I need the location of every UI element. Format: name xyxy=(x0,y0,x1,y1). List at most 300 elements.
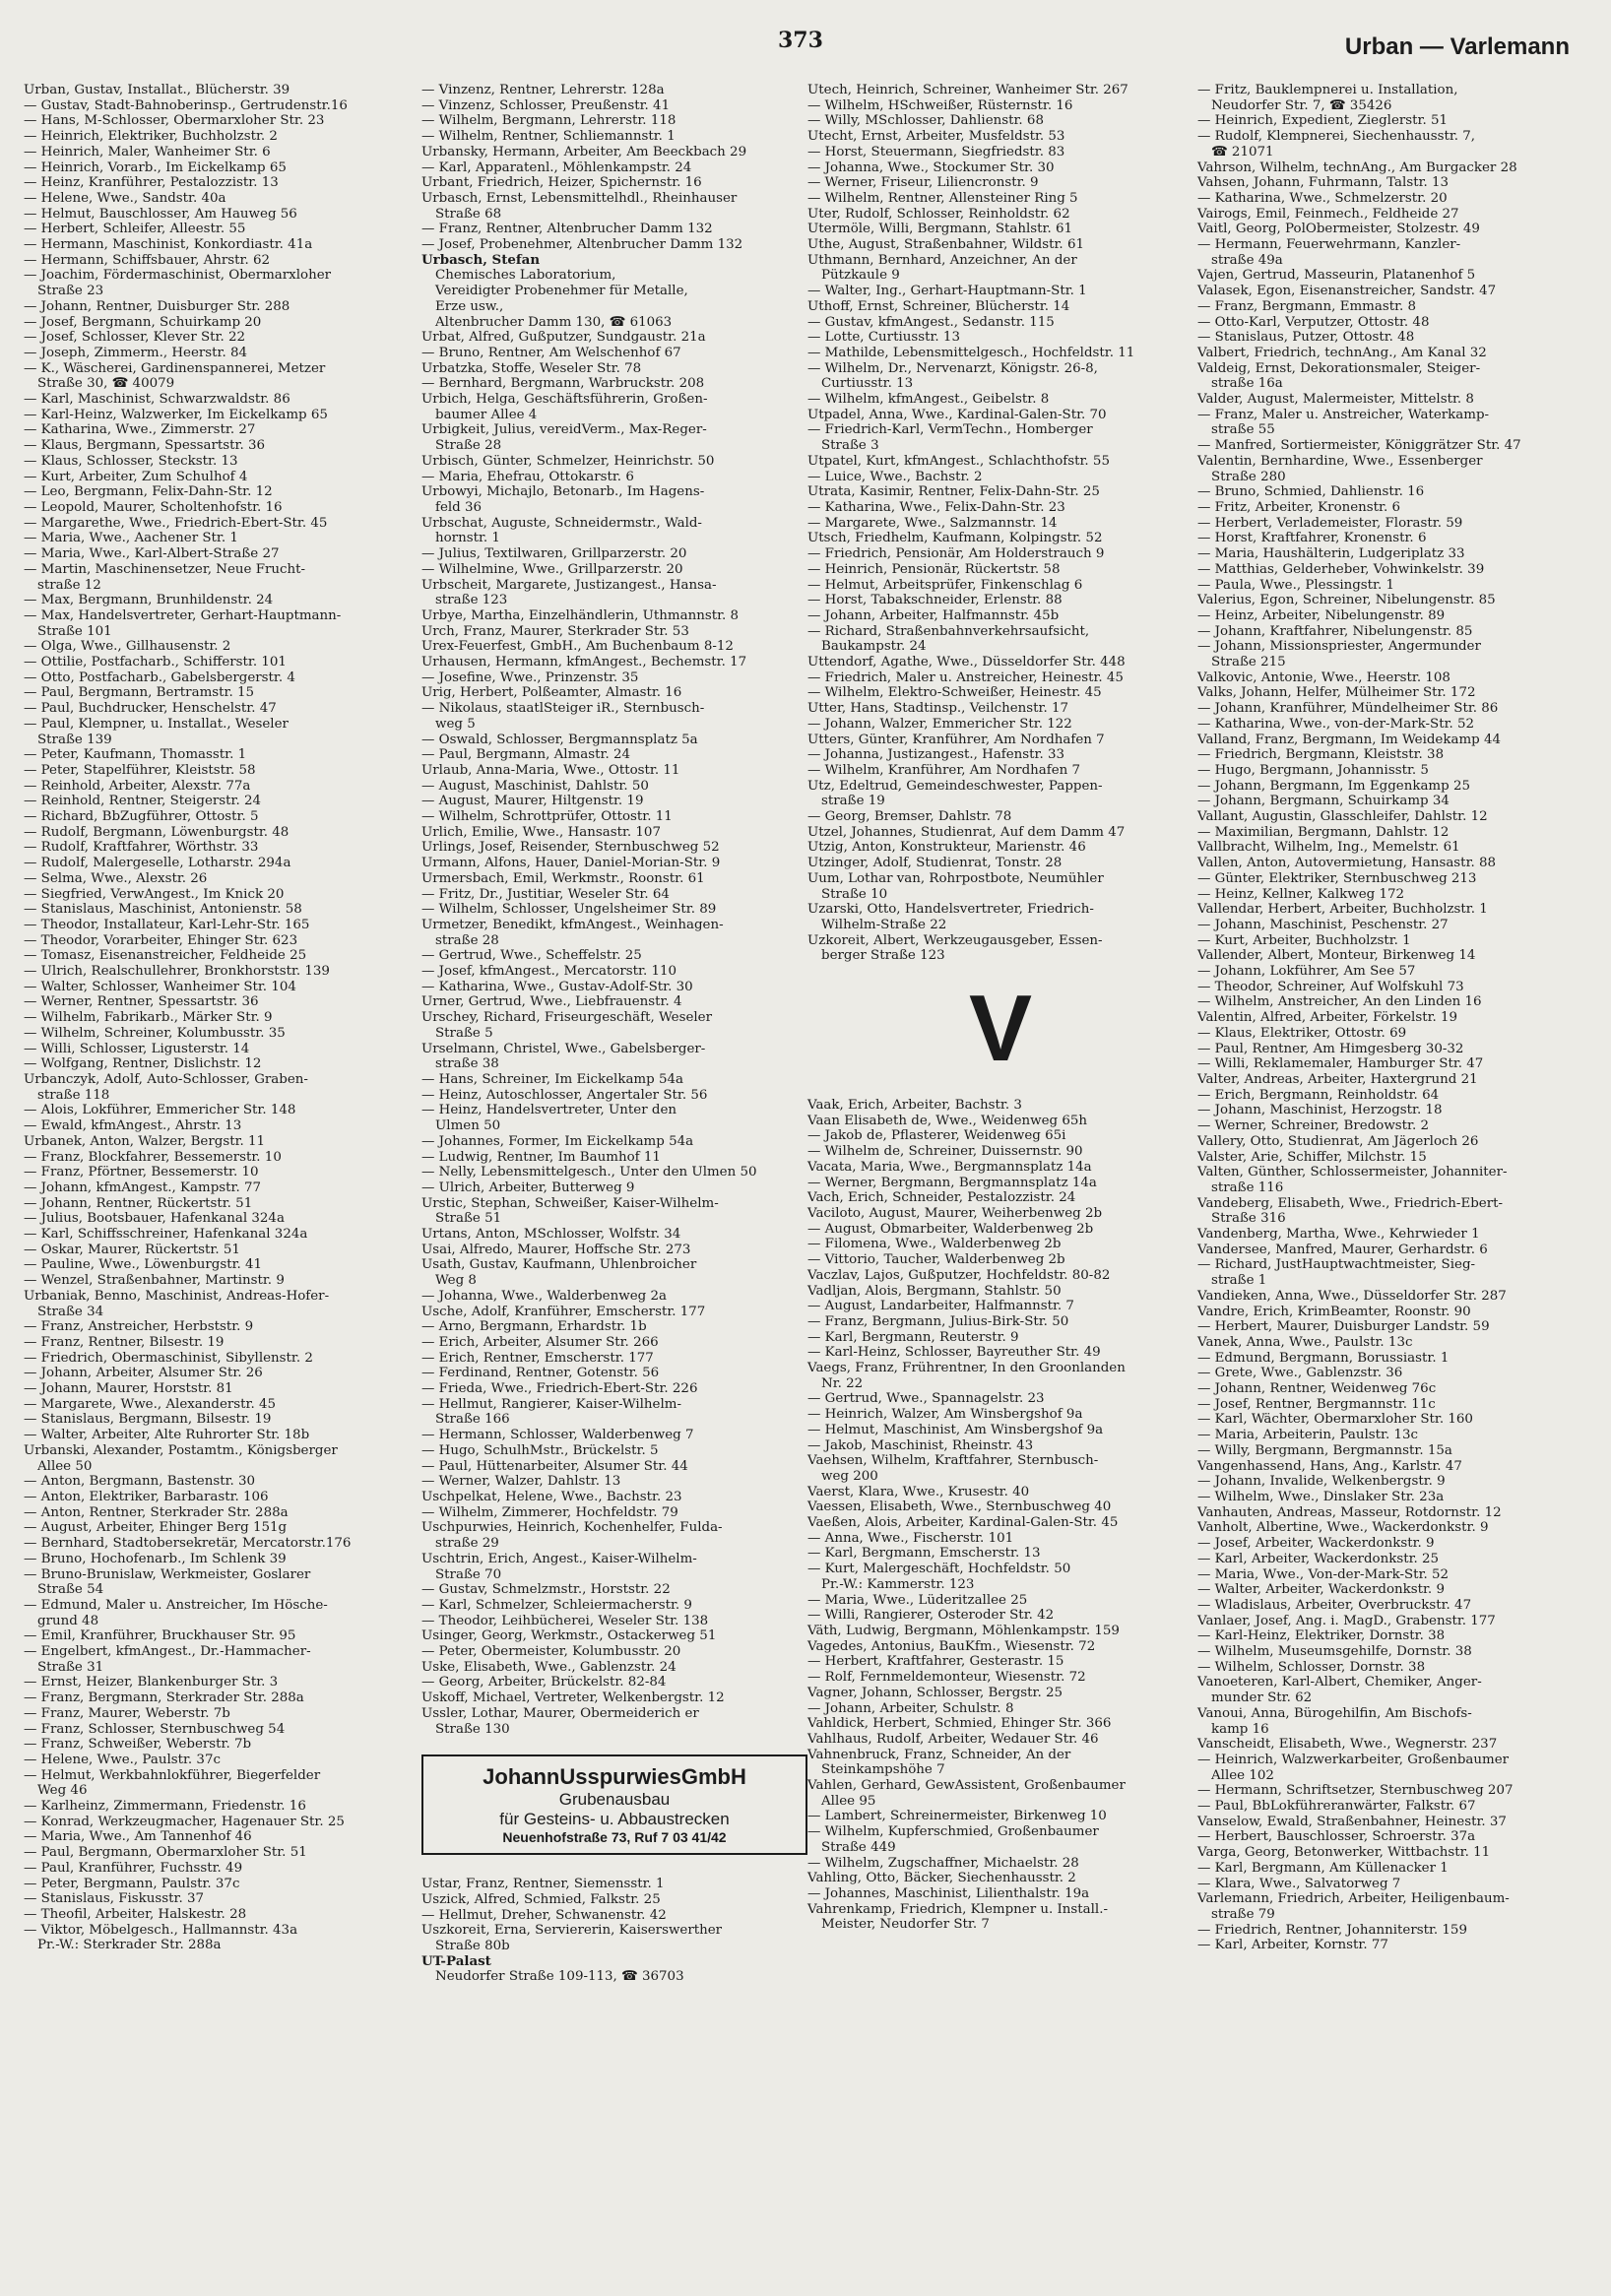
directory-entry: — Walter, Arbeiter, Wackerdonkstr. 9 xyxy=(1197,1582,1445,1598)
directory-entry: — Paul, Buchdrucker, Henschelstr. 47 xyxy=(24,701,277,717)
directory-entry: Vahrson, Wilhelm, technAng., Am Burgacker 28 xyxy=(1197,159,1517,175)
directory-entry: Vahlhaus, Rudolf, Arbeiter, Wedauer Str. 46 xyxy=(807,1731,1099,1747)
directory-entry: Urlings, Josef, Reisender, Sternbuschweg 52 xyxy=(421,840,720,856)
directory-entry: — Willi, Schlosser, Ligusterstr. 14 xyxy=(24,1041,250,1056)
directory-entry: — Johann, Invalide, Welkenbergstr. 9 xyxy=(1197,1474,1446,1490)
directory-entry: — Johann, Rentner, Duisburger Str. 288 xyxy=(24,298,290,314)
directory-entry: — Wilhelm de, Schreiner, Duissernstr. 90 xyxy=(807,1144,1083,1160)
directory-entry: — Hugo, Bergmann, Johannisstr. 5 xyxy=(1197,762,1429,778)
directory-entry: — Hellmut, Dreher, Schwanenstr. 42 xyxy=(421,1907,667,1923)
directory-entry: UT-Palast xyxy=(421,1952,491,1969)
directory-entry: — Karl, Maschinist, Schwarzwaldstr. 86 xyxy=(24,392,290,408)
directory-entry: Pützkaule 9 xyxy=(821,268,900,284)
directory-entry: Vairogs, Emil, Feinmech., Feldheide 27 xyxy=(1197,206,1459,222)
directory-entry: Utters, Günter, Kranführer, Am Nordhafen 7 xyxy=(807,732,1105,747)
directory-entry: — Martin, Maschinensetzer, Neue Frucht- xyxy=(24,561,306,577)
directory-entry: — Katharina, Wwe., von-der-Mark-Str. 52 xyxy=(1197,716,1475,732)
directory-entry: Vallen, Anton, Autovermietung, Hansastr. 88 xyxy=(1197,856,1497,871)
directory-entry: — Wilhelm, Museumsgehilfe, Dornstr. 38 xyxy=(1197,1644,1472,1660)
section-letter: V xyxy=(968,976,1033,1082)
directory-entry: — Wilhelm, Schlosser, Dornstr. 38 xyxy=(1197,1659,1426,1675)
directory-entry: Uttendorf, Agathe, Wwe., Düsseldorfer Str. 448 xyxy=(807,655,1126,670)
directory-entry: Urbansky, Hermann, Arbeiter, Am Beeckbach 29 xyxy=(421,144,747,159)
directory-entry: Vahnenbruck, Franz, Schneider, An der xyxy=(807,1747,1071,1762)
directory-entry: — Franz, Schweißer, Weberstr. 7b xyxy=(24,1737,252,1753)
directory-entry: — Heinrich, Maler, Wanheimer Str. 6 xyxy=(24,144,271,159)
directory-entry: Vallery, Otto, Studienrat, Am Jägerloch 26 xyxy=(1197,1133,1479,1149)
directory-entry: Straße 68 xyxy=(435,206,502,222)
directory-entry: ☎ 21071 xyxy=(1211,144,1274,159)
directory-entry: — Johann, Walzer, Emmericher Str. 122 xyxy=(807,716,1072,732)
directory-entry: — Heinrich, Walzwerkarbeiter, Großenbaumer xyxy=(1197,1752,1510,1767)
directory-entry: — Otto-Karl, Verputzer, Ottostr. 48 xyxy=(1197,314,1430,330)
directory-entry: Urbanek, Anton, Walzer, Bergstr. 11 xyxy=(24,1133,266,1149)
directory-entry: Chemisches Laboratorium, xyxy=(435,268,616,284)
directory-entry: straße 55 xyxy=(1211,422,1275,438)
directory-entry: — Johannes, Former, Im Eickelkamp 54a xyxy=(421,1133,694,1149)
directory-entry: — Johann, kfmAngest., Kampstr. 77 xyxy=(24,1180,262,1195)
directory-entry: Vaan Elisabeth de, Wwe., Weidenweg 65h xyxy=(807,1113,1088,1128)
directory-entry: — Heinrich, Walzer, Am Winsbergshof 9a xyxy=(807,1407,1083,1423)
directory-entry: straße 49a xyxy=(1211,252,1283,268)
directory-entry: — Franz, Anstreicher, Herbststr. 9 xyxy=(24,1319,254,1335)
directory-entry: — Johann, Arbeiter, Schulstr. 8 xyxy=(807,1700,1014,1716)
directory-entry: — Hermann, Schiffsbauer, Ahrstr. 62 xyxy=(24,252,271,268)
directory-entry: Weg 8 xyxy=(435,1273,477,1289)
directory-entry: Straße 51 xyxy=(435,1211,502,1227)
directory-entry: — Maria, Wwe., Am Tannenhof 46 xyxy=(24,1829,252,1845)
directory-entry: — Vittorio, Taucher, Walderbenweg 2b xyxy=(807,1252,1065,1268)
directory-entry: — Arno, Bergmann, Erhardstr. 1b xyxy=(421,1319,647,1335)
directory-entry: — Hermann, Schriftsetzer, Sternbuschweg 207 xyxy=(1197,1783,1514,1799)
directory-entry: Straße 139 xyxy=(37,732,112,747)
directory-entry: Uschtrin, Erich, Angest., Kaiser-Wilhelm- xyxy=(421,1551,697,1566)
directory-entry: Urbscheit, Margarete, Justizangest., Hansa- xyxy=(421,577,717,593)
directory-entry: — Maria, Wwe., Karl-Albert-Straße 27 xyxy=(24,546,280,562)
directory-entry: Urlaub, Anna-Maria, Wwe., Ottostr. 11 xyxy=(421,762,680,778)
directory-entry: Vahsen, Johann, Fuhrmann, Talstr. 13 xyxy=(1197,175,1450,191)
directory-entry: Vanoeteren, Karl-Albert, Chemiker, Anger- xyxy=(1197,1675,1482,1690)
directory-entry: Straße 166 xyxy=(435,1412,510,1428)
directory-entry: — Franz, Blockfahrer, Bessemerstr. 10 xyxy=(24,1149,282,1165)
directory-entry: — Reinhold, Arbeiter, Alexstr. 77a xyxy=(24,778,251,794)
directory-entry: — Hermann, Maschinist, Konkordiastr. 41a xyxy=(24,237,313,253)
directory-entry: — Siegfried, VerwAngest., Im Knick 20 xyxy=(24,886,285,902)
directory-entry: Uter, Rudolf, Schlosser, Reinholdstr. 62 xyxy=(807,206,1070,222)
directory-entry: Vaerst, Klara, Wwe., Krusestr. 40 xyxy=(807,1484,1030,1499)
column-4 xyxy=(1197,83,1583,1953)
directory-entry: — Theodor, Vorarbeiter, Ehinger Str. 623 xyxy=(24,932,298,948)
directory-entry: Erze usw., xyxy=(435,298,504,314)
directory-entry: — Wilhelm, Wwe., Dinslaker Str. 23a xyxy=(1197,1489,1445,1504)
column-2 xyxy=(421,83,807,1985)
directory-entry: Nr. 22 xyxy=(821,1375,864,1391)
directory-entry: — Julius, Bootsbauer, Hafenkanal 324a xyxy=(24,1211,285,1227)
directory-entry: Urbasch, Stefan xyxy=(421,251,541,268)
directory-entry: — Johannes, Maschinist, Lilienthalstr. 19a xyxy=(807,1885,1090,1901)
directory-entry: — Franz, Maler u. Anstreicher, Waterkamp- xyxy=(1197,407,1490,422)
directory-entry: Urner, Gertrud, Wwe., Liebfrauenstr. 4 xyxy=(421,994,682,1010)
directory-entry: — Herbert, Kraftfahrer, Gesterastr. 15 xyxy=(807,1654,1064,1670)
directory-entry: — Nelly, Lebensmittelgesch., Unter den Ulmen 50 xyxy=(421,1165,757,1180)
directory-entry: — Maria, Ehefrau, Ottokarstr. 6 xyxy=(421,469,634,484)
directory-entry: Urbanski, Alexander, Postamtm., Königsberger xyxy=(24,1442,338,1458)
directory-entry: — Max, Handelsvertreter, Gerhart-Hauptmann- xyxy=(24,607,342,623)
directory-entry: — Peter, Bergmann, Paulstr. 37c xyxy=(24,1876,240,1891)
directory-entry: Straße 31 xyxy=(37,1659,104,1675)
directory-entry: — Josef, Probenehmer, Altenbrucher Damm 132 xyxy=(421,237,743,253)
directory-entry: Straße 10 xyxy=(821,886,888,902)
directory-entry: — Werner, Walzer, Dahlstr. 13 xyxy=(421,1474,621,1490)
directory-entry: — Wilhelm, Zugschaffner, Michaelstr. 28 xyxy=(807,1855,1079,1871)
directory-entry: — Bruno, Hochofenarb., Im Schlenk 39 xyxy=(24,1551,287,1566)
directory-entry: Wilhelm-Straße 22 xyxy=(821,917,947,932)
directory-entry: — Tomasz, Eisenanstreicher, Feldheide 25 xyxy=(24,948,307,964)
directory-entry: straße 28 xyxy=(435,932,499,948)
directory-entry: straße 123 xyxy=(435,593,508,608)
directory-entry: — Hans, M-Schlosser, Obermarxloher Str. 23 xyxy=(24,113,325,129)
directory-entry: — Hugo, SchulhMstr., Brückelstr. 5 xyxy=(421,1442,659,1458)
directory-entry: — Klaus, Schlosser, Steckstr. 13 xyxy=(24,453,238,469)
directory-entry: Pr.-W.: Sterkrader Str. 288a xyxy=(37,1938,222,1953)
directory-entry: — Horst, Steuermann, Siegfriedstr. 83 xyxy=(807,144,1065,159)
directory-entry: — Frieda, Wwe., Friedrich-Ebert-Str. 226 xyxy=(421,1381,698,1397)
directory-entry: — Wilhelm, Elektro-Schweißer, Heinestr. 45 xyxy=(807,685,1102,701)
directory-entry: — Karl, Wächter, Obermarxloher Str. 160 xyxy=(1197,1412,1473,1428)
directory-entry: Vallendar, Herbert, Arbeiter, Buchholzstr. 1 xyxy=(1197,902,1488,918)
directory-entry: — Johann, Maschinist, Herzogstr. 18 xyxy=(1197,1103,1443,1118)
directory-entry: Straße 5 xyxy=(435,1025,493,1041)
directory-entry: Utpatel, Kurt, kfmAngest., Schlachthofstr. 55 xyxy=(807,453,1110,469)
column-1 xyxy=(24,83,410,1953)
directory-entry: — Hermann, Feuerwehrmann, Kanzler- xyxy=(1197,237,1461,253)
directory-entry: — August, Maurer, Hiltgenstr. 19 xyxy=(421,794,644,809)
directory-entry: Urbasch, Ernst, Lebensmittelhdl., Rheinhauser xyxy=(421,190,738,206)
directory-entry: — Wolfgang, Rentner, Dislichstr. 12 xyxy=(24,1056,262,1072)
directory-entry: — Franz, Pförtner, Bessemerstr. 10 xyxy=(24,1165,259,1180)
directory-entry: — Joachim, Fördermaschinist, Obermarxloher xyxy=(24,268,332,284)
directory-entry: — Margarete, Wwe., Alexanderstr. 45 xyxy=(24,1396,277,1412)
directory-entry: — Heinz, Kellner, Kalkweg 172 xyxy=(1197,886,1405,902)
directory-entry: Väth, Ludwig, Bergmann, Möhlenkampstr. 159 xyxy=(807,1623,1120,1638)
directory-entry: — Katharina, Wwe., Schmelzerstr. 20 xyxy=(1197,190,1448,206)
directory-entry: — Stanislaus, Maschinist, Antonienstr. 58 xyxy=(24,902,302,918)
directory-entry: — Luice, Wwe., Bachstr. 2 xyxy=(807,469,983,484)
directory-entry: — Gustav, kfmAngest., Sedanstr. 115 xyxy=(807,314,1055,330)
directory-entry: — Josef, Bergmann, Schuirkamp 20 xyxy=(24,314,262,330)
directory-entry: — Anna, Wwe., Fischerstr. 101 xyxy=(807,1530,1014,1546)
directory-entry: — Julius, Textilwaren, Grillparzerstr. 20 xyxy=(421,546,687,562)
directory-entry: Curtiusstr. 13 xyxy=(821,376,914,392)
directory-entry: — Karl-Heinz, Elektriker, Dornstr. 38 xyxy=(1197,1628,1446,1644)
directory-entry: straße 79 xyxy=(1211,1906,1275,1922)
directory-entry: — Helmut, Werkbahnlokführer, Biegerfelder xyxy=(24,1767,321,1783)
directory-entry: Vaciloto, August, Maurer, Weiherbenweg 2b xyxy=(807,1206,1103,1221)
directory-entry: — Hermann, Schlosser, Walderbenweg 7 xyxy=(421,1428,694,1443)
directory-entry: straße 116 xyxy=(1211,1180,1284,1195)
directory-entry: — Friedrich-Karl, VermTechn., Homberger xyxy=(807,422,1093,438)
directory-entry: — Richard, BbZugführer, Ottostr. 5 xyxy=(24,809,259,825)
directory-entry: — Hans, Schreiner, Im Eickelkamp 54a xyxy=(421,1072,683,1087)
directory-entry: — Horst, Tabakschneider, Erlenstr. 88 xyxy=(807,593,1063,608)
directory-entry: — Gertrud, Wwe., Spannagelstr. 23 xyxy=(807,1391,1045,1407)
directory-entry: — Wilhelm, kfmAngest., Geibelstr. 8 xyxy=(807,392,1050,408)
directory-entry: — Otto, Postfacharb., Gabelsbergerstr. 4 xyxy=(24,670,295,685)
directory-entry: straße 29 xyxy=(435,1536,499,1552)
directory-entry: — Kurt, Malergeschäft, Hochfeldstr. 50 xyxy=(807,1562,1071,1577)
directory-entry: — Paula, Wwe., Plessingstr. 1 xyxy=(1197,577,1395,593)
directory-entry: Urbowyi, Michajlo, Betonarb., Im Hagens- xyxy=(421,484,705,500)
directory-entry: Urhausen, Hermann, kfmAngest., Bechemstr. 17 xyxy=(421,655,747,670)
directory-entry: — Herbert, Maurer, Duisburger Landstr. 59 xyxy=(1197,1319,1490,1335)
directory-entry: — Johann, Arbeiter, Alsumer Str. 26 xyxy=(24,1366,263,1381)
directory-entry: — Herbert, Bauschlosser, Schroerstr. 37a xyxy=(1197,1829,1476,1845)
directory-entry: — Jakob, Maschinist, Rheinstr. 43 xyxy=(807,1437,1034,1453)
directory-entry: Uske, Elisabeth, Wwe., Gablenzstr. 24 xyxy=(421,1659,677,1675)
directory-entry: — Friedrich, Obermaschinist, Sibyllenstr. 2 xyxy=(24,1350,313,1366)
directory-entry: Urbschat, Auguste, Schneidermstr., Wald- xyxy=(421,515,702,531)
directory-entry: Utzel, Johannes, Studienrat, Auf dem Damm 47 xyxy=(807,824,1126,840)
directory-entry: — Ferdinand, Rentner, Gotenstr. 56 xyxy=(421,1366,660,1381)
directory-entry: Uschpurwies, Heinrich, Kochenhelfer, Fulda- xyxy=(421,1520,723,1536)
directory-entry: — Ulrich, Realschullehrer, Bronkhorststr. 139 xyxy=(24,964,330,980)
directory-entry: Utter, Hans, Stadtinsp., Veilchenstr. 17 xyxy=(807,701,1069,717)
directory-entry: — Stanislaus, Putzer, Ottostr. 48 xyxy=(1197,330,1415,346)
directory-entry: Urbich, Helga, Geschäftsführerin, Großen- xyxy=(421,392,708,408)
directory-entry: — Johann, Kraftfahrer, Nibelungenstr. 85 xyxy=(1197,623,1473,639)
directory-entry: Baukampstr. 24 xyxy=(821,639,927,655)
directory-entry: Altenbrucher Damm 130, ☎ 61063 xyxy=(435,314,673,330)
directory-entry: — Karl-Heinz, Schlosser, Bayreuther Str. 49 xyxy=(807,1345,1101,1361)
directory-entry: — Karl, Bergmann, Am Küllenacker 1 xyxy=(1197,1860,1449,1876)
directory-entry: — Franz, Bergmann, Emmastr. 8 xyxy=(1197,298,1417,314)
directory-entry: Valster, Arie, Schiffer, Milchstr. 15 xyxy=(1197,1149,1427,1165)
directory-entry: — Kurt, Arbeiter, Zum Schulhof 4 xyxy=(24,469,248,484)
directory-entry: Valland, Franz, Bergmann, Im Weidekamp 44 xyxy=(1197,732,1502,747)
directory-entry: Vandieken, Anna, Wwe., Düsseldorfer Str. 287 xyxy=(1197,1288,1507,1304)
directory-entry: Urbye, Martha, Einzelhändlerin, Uthmannstr. 8 xyxy=(421,607,740,623)
directory-entry: — Peter, Obermeister, Kolumbusstr. 20 xyxy=(421,1644,681,1660)
directory-entry: — Klara, Wwe., Salvatorweg 7 xyxy=(1197,1876,1401,1891)
directory-entry: berger Straße 123 xyxy=(821,948,945,964)
directory-entry: Straße 101 xyxy=(37,623,112,639)
directory-entry: Vacata, Maria, Wwe., Bergmannsplatz 14a xyxy=(807,1159,1092,1175)
directory-entry: Straße 70 xyxy=(435,1566,502,1582)
directory-entry: — Willi, Reklamemaler, Hamburger Str. 47 xyxy=(1197,1056,1484,1072)
directory-entry: — Wilhelm, Fabrikarb., Märker Str. 9 xyxy=(24,1010,273,1026)
directory-entry: weg 200 xyxy=(821,1468,878,1484)
directory-entry: Vanek, Anna, Wwe., Paulstr. 13c xyxy=(1197,1334,1413,1350)
directory-entry: Urschey, Richard, Friseurgeschäft, Weseler xyxy=(421,1010,712,1026)
directory-entry: — Gustav, Stadt-Bahnoberinsp., Gertrudenstr.16 xyxy=(24,97,348,113)
directory-entry: — Grete, Wwe., Gablenzstr. 36 xyxy=(1197,1366,1403,1381)
directory-entry: Uszick, Alfred, Schmied, Falkstr. 25 xyxy=(421,1891,661,1907)
directory-entry: — Matthias, Gelderheber, Vohwinkelstr. 39 xyxy=(1197,561,1485,577)
directory-entry: — Johann, Lokführer, Am See 57 xyxy=(1197,964,1416,980)
directory-entry: — Karl, Bergmann, Reuterstr. 9 xyxy=(807,1329,1019,1345)
directory-entry: — Leopold, Maurer, Scholtenhofstr. 16 xyxy=(24,499,283,515)
directory-entry: Vaegs, Franz, Frührentner, In den Groonlanden xyxy=(807,1361,1126,1376)
directory-entry: — Wilhelm, Schlosser, Ungelsheimer Str. 89 xyxy=(421,902,717,918)
directory-entry: — Josefine, Wwe., Prinzenstr. 35 xyxy=(421,670,639,685)
directory-entry: straße 12 xyxy=(37,577,101,593)
directory-entry: — Anton, Bergmann, Bastenstr. 30 xyxy=(24,1474,256,1490)
directory-entry: — Johann, Kranführer, Mündelheimer Str. 86 xyxy=(1197,701,1499,717)
directory-entry: — Ludwig, Rentner, Im Baumhof 11 xyxy=(421,1149,661,1165)
directory-entry: — Theodor, Schreiner, Auf Wolfskuhl 73 xyxy=(1197,979,1464,994)
directory-entry: — Johann, Arbeiter, Halfmannstr. 45b xyxy=(807,607,1060,623)
directory-entry: — Karl, Arbeiter, Kornstr. 77 xyxy=(1197,1938,1388,1953)
directory-entry: Straße 34 xyxy=(37,1304,104,1319)
directory-entry: — Johanna, Wwe., Stockumer Str. 30 xyxy=(807,159,1055,175)
directory-entry: — Jakob de, Pflasterer, Weidenweg 65i xyxy=(807,1128,1066,1144)
directory-entry: — Wilhelm, Schrottprüfer, Ottostr. 11 xyxy=(421,809,673,825)
directory-entry: Valerius, Egon, Schreiner, Nibelungenstr. 85 xyxy=(1197,593,1496,608)
directory-entry: — Theofil, Arbeiter, Halskestr. 28 xyxy=(24,1906,247,1922)
directory-entry: — Klaus, Bergmann, Spessartstr. 36 xyxy=(24,438,266,454)
directory-entry: — Erich, Bergmann, Reinholdstr. 64 xyxy=(1197,1087,1440,1103)
directory-entry: Usche, Adolf, Kranführer, Emscherstr. 177 xyxy=(421,1304,706,1319)
directory-entry: — Rudolf, Malergeselle, Lotharstr. 294a xyxy=(24,856,291,871)
directory-entry: — Rudolf, Bergmann, Löwenburgstr. 48 xyxy=(24,824,290,840)
directory-entry: — Maria, Haushälterin, Ludgeriplatz 33 xyxy=(1197,546,1465,562)
directory-entry: — Walter, Arbeiter, Alte Ruhrorter Str. 18b xyxy=(24,1428,310,1443)
directory-entry: Usai, Alfredo, Maurer, Hoffsche Str. 273 xyxy=(421,1242,691,1257)
directory-entry: — Johanna, Justizangest., Hafenstr. 33 xyxy=(807,747,1065,763)
directory-entry: Straße 80b xyxy=(435,1939,510,1954)
directory-entry: hornstr. 1 xyxy=(435,531,500,546)
directory-entry: — Pauline, Wwe., Löwenburgstr. 41 xyxy=(24,1257,263,1273)
directory-entry: — Katharina, Wwe., Zimmerstr. 27 xyxy=(24,422,256,438)
directory-entry: — Walter, Ing., Gerhart-Hauptmann-Str. 1 xyxy=(807,284,1087,299)
directory-entry: Urex-Feuerfest, GmbH., Am Buchenbaum 8-12 xyxy=(421,639,734,655)
directory-entry: — Heinrich, Vorarb., Im Eickelkamp 65 xyxy=(24,159,287,175)
directory-entry: Vallender, Albert, Monteur, Birkenweg 14 xyxy=(1197,948,1476,964)
directory-entry: — Ulrich, Arbeiter, Butterweg 9 xyxy=(421,1180,635,1195)
directory-entry: — Lotte, Curtiusstr. 13 xyxy=(807,330,960,346)
directory-entry: Urmann, Alfons, Hauer, Daniel-Morian-Str. 9 xyxy=(421,856,721,871)
directory-entry: Vaehsen, Wilhelm, Kraftfahrer, Sternbusch- xyxy=(807,1453,1099,1469)
directory-entry: Vallbracht, Wilhelm, Ing., Memelstr. 61 xyxy=(1197,840,1460,856)
directory-entry: — Willy, Bergmann, Bergmannstr. 15a xyxy=(1197,1442,1452,1458)
directory-entry: Utzig, Anton, Konstrukteur, Marienstr. 46 xyxy=(807,840,1086,856)
directory-entry: — Johann, Maschinist, Peschenstr. 27 xyxy=(1197,917,1449,932)
directory-entry: — Erich, Arbeiter, Alsumer Str. 266 xyxy=(421,1334,659,1350)
directory-entry: Vahlen, Gerhard, GewAssistent, Großenbaumer xyxy=(807,1778,1126,1794)
directory-entry: — Anton, Rentner, Sterkrader Str. 288a xyxy=(24,1504,289,1520)
directory-entry: Vanoui, Anna, Bürogehilfin, Am Bischofs- xyxy=(1197,1705,1472,1721)
directory-entry: — Margarete, Wwe., Salzmannstr. 14 xyxy=(807,515,1058,531)
directory-entry: — Wilhelm, HSchweißer, Rüsternstr. 16 xyxy=(807,97,1073,113)
directory-entry: Straße 3 xyxy=(821,438,879,454)
directory-entry: Vallant, Augustin, Glasschleifer, Dahlstr. 12 xyxy=(1197,809,1488,825)
directory-entry: — Margarethe, Wwe., Friedrich-Ebert-Str. 45 xyxy=(24,515,328,531)
directory-entry: — Paul, Hüttenarbeiter, Alsumer Str. 44 xyxy=(421,1458,688,1474)
directory-entry: — Johanna, Wwe., Walderbenweg 2a xyxy=(421,1288,667,1304)
directory-entry: Uszkoreit, Erna, Serviererin, Kaiserswerther xyxy=(421,1923,723,1939)
directory-entry: Straße 130 xyxy=(435,1721,510,1737)
directory-entry: Urlich, Emilie, Wwe., Hansastr. 107 xyxy=(421,824,661,840)
directory-entry: Vandersee, Manfred, Maurer, Gerhardstr. 6 xyxy=(1197,1242,1488,1257)
directory-entry: — Rolf, Fernmeldemonteur, Wiesenstr. 72 xyxy=(807,1670,1086,1686)
directory-entry: — August, Maschinist, Dahlstr. 50 xyxy=(421,778,649,794)
directory-entry: — Gertrud, Wwe., Scheffelstr. 25 xyxy=(421,948,642,964)
directory-entry: — August, Obmarbeiter, Walderbenweg 2b xyxy=(807,1221,1094,1237)
directory-entry: Valdeig, Ernst, Dekorationsmaler, Steiger- xyxy=(1197,360,1481,376)
directory-entry: Utsch, Friedhelm, Kaufmann, Kolpingstr. 52 xyxy=(807,531,1103,546)
directory-entry: — Wilhelm, Dr., Nervenarzt, Königstr. 26-8, xyxy=(807,360,1098,376)
directory-entry: Neudorfer Str. 7, ☎ 35426 xyxy=(1211,97,1392,113)
directory-entry: — Heinrich, Pensionär, Rückertstr. 58 xyxy=(807,561,1061,577)
advertisement-box xyxy=(421,1754,807,1855)
directory-entry: Vanlaer, Josef, Ang. i. MagD., Grabenstr. 177 xyxy=(1197,1613,1496,1628)
directory-entry: Uum, Lothar van, Rohrpostbote, Neumühler xyxy=(807,870,1104,886)
directory-entry: Vadljan, Alois, Bergmann, Stahlstr. 50 xyxy=(807,1283,1062,1299)
directory-entry: — Maria, Wwe., Aachener Str. 1 xyxy=(24,531,238,546)
directory-entry: — Johann, Maurer, Horststr. 81 xyxy=(24,1381,233,1397)
directory-entry: — Rudolf, Kraftfahrer, Wörthstr. 33 xyxy=(24,840,259,856)
directory-entry: — Wilhelmine, Wwe., Grillparzerstr. 20 xyxy=(421,561,683,577)
directory-entry: Urmetzer, Benedikt, kfmAngest., Weinhagen- xyxy=(421,917,724,932)
directory-entry: — Peter, Kaufmann, Thomasstr. 1 xyxy=(24,747,247,763)
directory-entry: — Erich, Rentner, Emscherstr. 177 xyxy=(421,1350,654,1366)
directory-entry: — Werner, Rentner, Spessartstr. 36 xyxy=(24,994,259,1010)
directory-entry: — Johann, Rentner, Weidenweg 76c xyxy=(1197,1381,1437,1397)
directory-entry: Vandeberg, Elisabeth, Wwe., Friedrich-Ebert- xyxy=(1197,1195,1504,1211)
directory-entry: — Mathilde, Lebensmittelgesch., Hochfeldstr. 11 xyxy=(807,345,1135,360)
directory-entry: — Max, Bergmann, Brunhildenstr. 24 xyxy=(24,593,274,608)
directory-entry: — Fritz, Dr., Justitiar, Weseler Str. 64 xyxy=(421,886,670,902)
directory-entry: — Karl-Heinz, Walzwerker, Im Eickelkamp 65 xyxy=(24,407,328,422)
directory-entry: baumer Allee 4 xyxy=(435,407,538,422)
directory-entry: — Johann, Bergmann, Im Eggenkamp 25 xyxy=(1197,778,1470,794)
directory-entry: — Franz, Schlosser, Sternbuschweg 54 xyxy=(24,1721,286,1737)
directory-entry: — Wenzel, Straßenbahner, Martinstr. 9 xyxy=(24,1273,285,1289)
directory-entry: Vandre, Erich, KrimBeamter, Roonstr. 90 xyxy=(1197,1304,1471,1319)
directory-entry: — Ernst, Heizer, Blankenburger Str. 3 xyxy=(24,1675,279,1690)
directory-entry: — Joseph, Zimmerm., Heerstr. 84 xyxy=(24,345,248,360)
directory-entry: — Paul, Rentner, Am Himgesberg 30-32 xyxy=(1197,1041,1464,1056)
directory-entry: Vaessen, Elisabeth, Wwe., Sternbuschweg 40 xyxy=(807,1499,1112,1515)
directory-entry: — Anton, Elektriker, Barbarastr. 106 xyxy=(24,1489,269,1504)
directory-entry: — Wilhelm, Anstreicher, An den Linden 16 xyxy=(1197,994,1482,1010)
directory-entry: Meister, Neudorfer Str. 7 xyxy=(821,1917,990,1933)
directory-entry: — Maria, Wwe., Lüderitzallee 25 xyxy=(807,1592,1028,1608)
directory-entry: — Paul, BbLokführeranwärter, Falkstr. 67 xyxy=(1197,1799,1476,1815)
directory-entry: — Karlheinz, Zimmermann, Friedenstr. 16 xyxy=(24,1799,306,1815)
directory-entry: Uskoff, Michael, Vertreter, Welkenbergstr. 12 xyxy=(421,1690,725,1706)
directory-entry: Usath, Gustav, Kaufmann, Uhlenbroicher xyxy=(421,1257,697,1273)
directory-entry: Utpadel, Anna, Wwe., Kardinal-Galen-Str. 70 xyxy=(807,407,1107,422)
directory-entry: kamp 16 xyxy=(1211,1721,1269,1737)
directory-entry: — Katharina, Wwe., Gustav-Adolf-Str. 30 xyxy=(421,979,693,994)
directory-entry: — August, Landarbeiter, Halfmannstr. 7 xyxy=(807,1299,1074,1314)
running-head: Urban — Varlemann xyxy=(1344,33,1570,60)
directory-entry: — Franz, Rentner, Bilsestr. 19 xyxy=(24,1334,225,1350)
directory-entry: Vaak, Erich, Arbeiter, Bachstr. 3 xyxy=(807,1098,1022,1114)
directory-entry: — Franz, Bergmann, Sterkrader Str. 288a xyxy=(24,1690,304,1706)
directory-entry: — Helene, Wwe., Paulstr. 37c xyxy=(24,1752,221,1767)
directory-entry: — Leo, Bergmann, Felix-Dahn-Str. 12 xyxy=(24,484,273,500)
directory-entry: — Oswald, Schlosser, Bergmannsplatz 5a xyxy=(421,732,698,747)
directory-entry: straße 19 xyxy=(821,794,885,809)
directory-entry: — Viktor, Möbelgesch., Hallmannstr. 43a xyxy=(24,1922,298,1938)
directory-entry: Utecht, Ernst, Arbeiter, Musfeldstr. 53 xyxy=(807,129,1065,145)
directory-entry: Straße 280 xyxy=(1211,469,1286,484)
directory-entry: Vach, Erich, Schneider, Pestalozzistr. 24 xyxy=(807,1190,1076,1206)
directory-entry: — Friedrich, Rentner, Johanniterstr. 159 xyxy=(1197,1922,1467,1938)
directory-entry: — Theodor, Leihbücherei, Weseler Str. 138 xyxy=(421,1613,709,1628)
